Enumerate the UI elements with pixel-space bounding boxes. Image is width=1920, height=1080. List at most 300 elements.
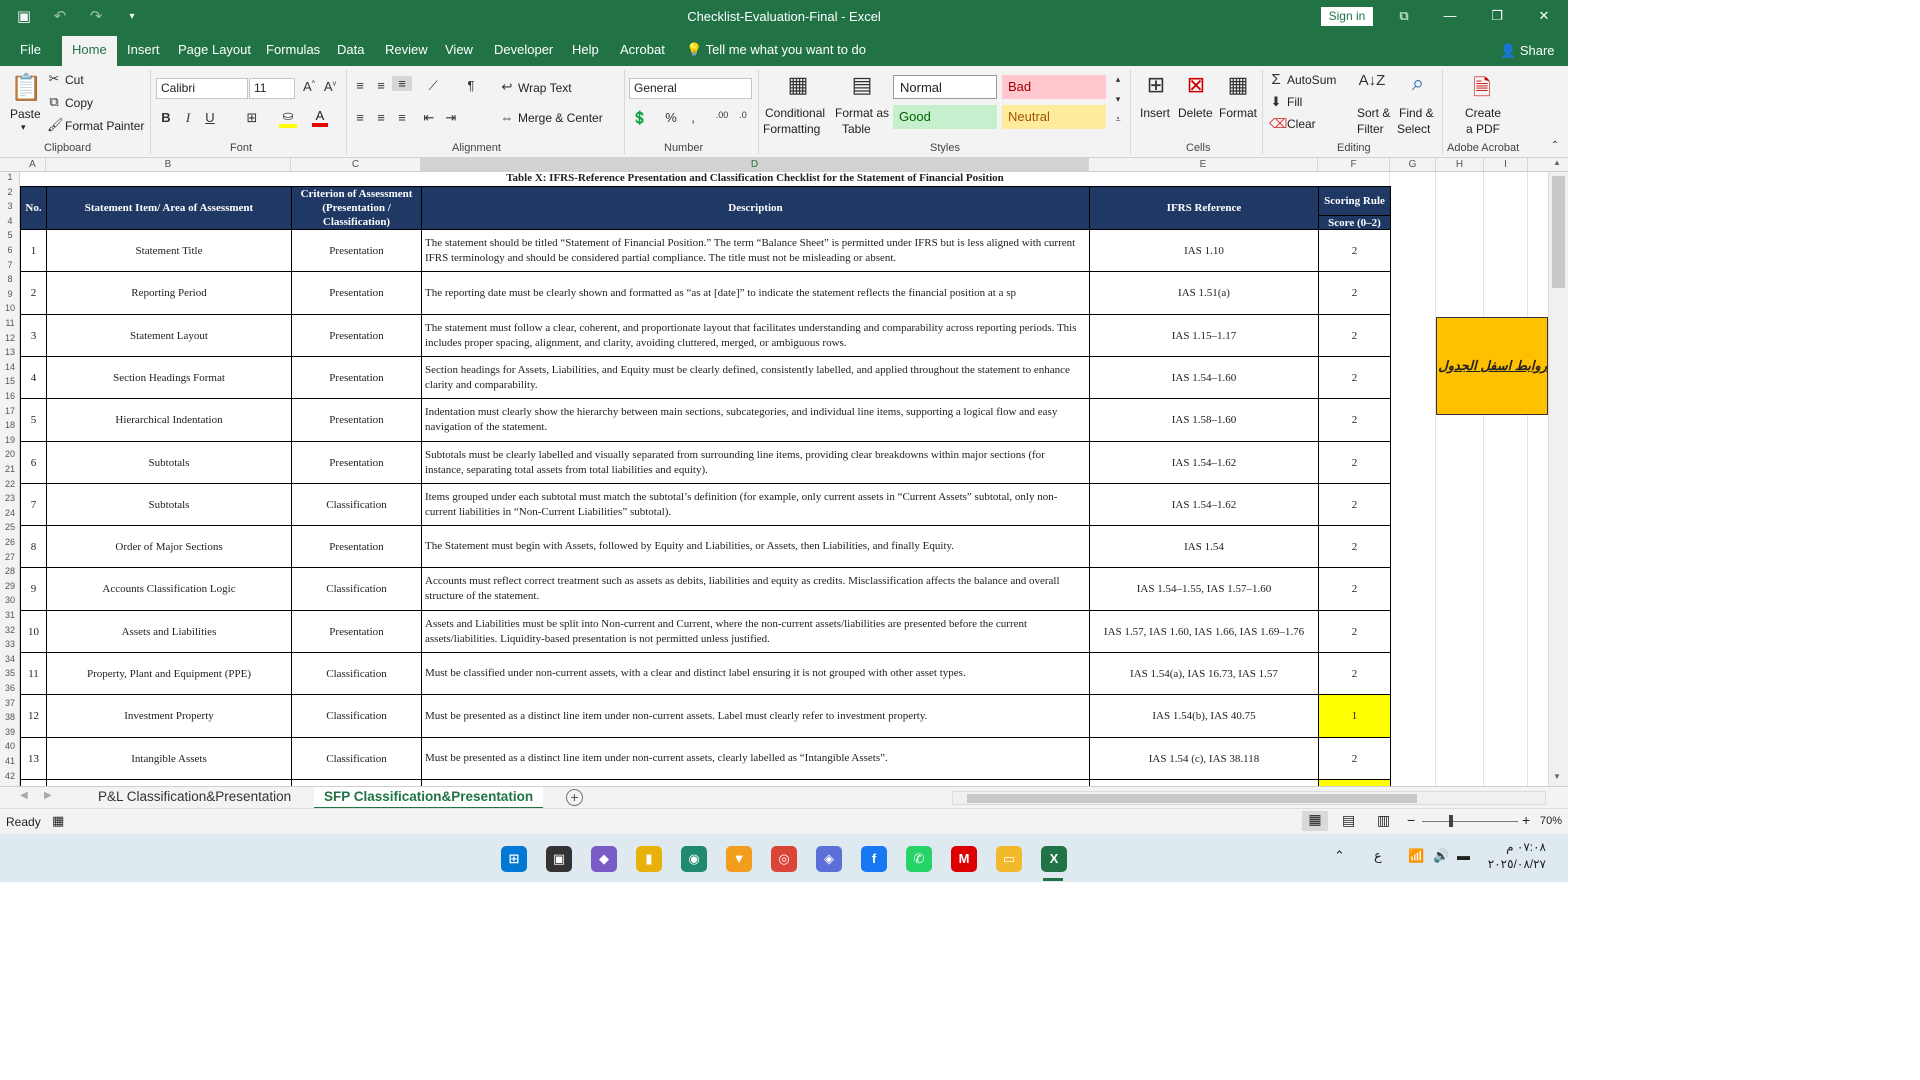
- paste-icon[interactable]: 📋: [10, 72, 43, 102]
- row-header[interactable]: 7: [7, 259, 13, 270]
- cell-no[interactable]: 12: [20, 694, 47, 738]
- tab-acrobat[interactable]: Acrobat: [620, 42, 665, 57]
- windows-taskbar: [0, 834, 1568, 882]
- header-criterion: Criterion of Assessment (Presentation / Classification): [291, 186, 422, 230]
- cell-score[interactable]: 2: [1318, 610, 1391, 653]
- cell-criterion[interactable]: Presentation: [291, 525, 422, 568]
- style-normal[interactable]: Normal: [893, 75, 997, 99]
- cell-score[interactable]: 2: [1318, 737, 1391, 780]
- cell-score[interactable]: [1318, 779, 1391, 786]
- cell-item[interactable]: Property, Plant and Equipment (PPE): [46, 652, 292, 695]
- cell-ifrs[interactable]: IAS 1.54 (c), IAS 38.118: [1089, 737, 1319, 780]
- cell-criterion[interactable]: Presentation: [291, 441, 422, 484]
- font-size-select[interactable]: 11: [249, 78, 295, 99]
- increase-indent-icon[interactable]: ⇥: [445, 110, 457, 125]
- cell-item[interactable]: Subtotals: [46, 441, 292, 484]
- cell-ifrs[interactable]: IAS 1.10: [1089, 229, 1319, 272]
- row-header[interactable]: 26: [4, 537, 15, 547]
- find-label[interactable]: Find &: [1399, 106, 1434, 120]
- insert-cells-icon: ⊞: [1146, 72, 1166, 97]
- row-header[interactable]: 10: [4, 303, 15, 314]
- cell-criterion[interactable]: Presentation: [291, 229, 422, 272]
- cell-criterion[interactable]: Classification: [291, 483, 422, 526]
- number-format-select[interactable]: General: [629, 78, 752, 99]
- table-label[interactable]: Table: [842, 122, 871, 136]
- gridline: [1483, 172, 1484, 786]
- collapse-ribbon-icon[interactable]: ⌃: [1550, 140, 1560, 151]
- format-as-table-icon: ▤: [851, 72, 873, 97]
- style-neutral[interactable]: Neutral: [1002, 105, 1106, 129]
- column-header[interactable]: I: [1484, 158, 1528, 172]
- cell-no[interactable]: 3: [20, 314, 47, 357]
- zoom-slider-thumb[interactable]: [1449, 815, 1453, 827]
- cut-button[interactable]: Cut: [65, 73, 84, 87]
- row-header[interactable]: 28: [4, 566, 15, 577]
- undo-icon[interactable]: ↶: [53, 8, 67, 25]
- copy-icon: ⧉: [49, 94, 59, 109]
- cell-score[interactable]: 2: [1318, 398, 1391, 442]
- horizontal-scrollbar[interactable]: [952, 791, 1546, 805]
- window-title: Checklist-Evaluation-Final - Excel: [687, 9, 881, 24]
- mcafee-icon[interactable]: M: [951, 846, 977, 872]
- create-pdf-icon: 🗎: [1473, 75, 1491, 100]
- decrease-indent-icon[interactable]: ⇤: [423, 110, 435, 125]
- cell-description[interactable]: Accounts must reflect correct treatment such as assets as debits, liabilities and equity as credits. Misclassification affects the balance and overall structure of the statement.: [421, 567, 1090, 611]
- row-header[interactable]: 35: [4, 668, 15, 679]
- cell-score[interactable]: 2: [1318, 314, 1391, 357]
- delete-cells-icon: ⊠: [1186, 72, 1206, 97]
- formatting-label[interactable]: Formatting: [763, 122, 821, 136]
- insert-cells-button[interactable]: Insert: [1140, 106, 1171, 120]
- scissors-icon: ✂: [48, 71, 60, 86]
- conditional-label[interactable]: Conditional: [765, 106, 826, 120]
- cell-no[interactable]: 11: [20, 652, 47, 695]
- row-header[interactable]: 2: [7, 186, 13, 197]
- cell-description[interactable]: Must be presented as a distinct line item under non-current assets. Label must clearly refer to investment property.: [421, 694, 1090, 738]
- style-good[interactable]: Good: [893, 105, 997, 129]
- row-header[interactable]: 3: [7, 201, 13, 212]
- header-item: Statement Item/ Area of Assessment: [46, 186, 292, 230]
- cell-item[interactable]: Subtotals: [46, 483, 292, 526]
- chrome-icon[interactable]: ◎: [771, 846, 797, 872]
- row-header[interactable]: 27: [4, 551, 15, 562]
- wifi-icon[interactable]: 📶: [1408, 848, 1425, 863]
- percent-icon[interactable]: %: [665, 110, 677, 125]
- cell-no[interactable]: [20, 779, 47, 786]
- align-bottom-icon[interactable]: ≡: [392, 76, 412, 91]
- minimize-icon[interactable]: —: [1443, 8, 1457, 23]
- column-header[interactable]: D: [421, 158, 1089, 172]
- group-divider: [1442, 70, 1443, 154]
- row-header[interactable]: 41: [4, 756, 15, 766]
- row-header[interactable]: 25: [4, 522, 15, 533]
- excel-icon[interactable]: X: [1041, 846, 1067, 872]
- tab-data[interactable]: Data: [337, 42, 365, 57]
- row-header[interactable]: 5: [7, 230, 13, 241]
- app-icon[interactable]: ◈: [816, 846, 842, 872]
- scrollbar-thumb[interactable]: [967, 794, 1417, 803]
- clipboard-group-label: Clipboard: [44, 142, 92, 154]
- file-explorer-icon[interactable]: ▭: [996, 846, 1022, 872]
- fill-button[interactable]: Fill: [1287, 95, 1303, 109]
- wrap-text-button[interactable]: Wrap Text: [518, 81, 572, 95]
- cell-no[interactable]: 13: [20, 737, 47, 780]
- conditional-formatting-icon: ▦: [787, 72, 809, 97]
- cell-score[interactable]: 2: [1318, 356, 1391, 399]
- cell-criterion[interactable]: Classification: [291, 694, 422, 738]
- borders-icon[interactable]: ⊞: [246, 110, 258, 125]
- cell-item[interactable]: Hierarchical Indentation: [46, 398, 292, 442]
- copy-button[interactable]: Copy: [65, 96, 94, 110]
- input-language[interactable]: ع: [1374, 848, 1382, 863]
- tab-formulas[interactable]: Formulas: [266, 42, 321, 57]
- cell-item[interactable]: Statement Layout: [46, 314, 292, 357]
- underline-icon[interactable]: U: [205, 110, 215, 125]
- cell-criterion[interactable]: Presentation: [291, 610, 422, 653]
- italic-icon[interactable]: I: [185, 110, 191, 125]
- cell-ifrs[interactable]: [1089, 779, 1319, 786]
- alignment-group-label: Alignment: [452, 142, 501, 154]
- sort-filter-icon: A↓Z: [1358, 72, 1386, 89]
- header-score: Score (0–2): [1318, 215, 1391, 230]
- cell-no[interactable]: 8: [20, 525, 47, 568]
- cell-criterion[interactable]: Presentation: [291, 271, 422, 315]
- header-description: Description: [421, 186, 1090, 230]
- font-group-label: Font: [230, 142, 253, 154]
- page-layout-view-icon[interactable]: ▤: [1342, 812, 1356, 828]
- autosum-button[interactable]: AutoSum: [1287, 73, 1337, 87]
- column-header[interactable]: F: [1318, 158, 1390, 172]
- cell-ifrs[interactable]: IAS 1.54: [1089, 525, 1319, 568]
- facebook-icon[interactable]: f: [861, 846, 887, 872]
- header-ifrs: IFRS Reference: [1089, 186, 1319, 230]
- vertical-scrollbar[interactable]: [1548, 158, 1568, 786]
- eraser-icon: ⌫: [1269, 116, 1288, 131]
- tray-chevron-icon[interactable]: ⌃: [1334, 848, 1345, 863]
- format-painter-icon: 🖌: [47, 117, 64, 132]
- row-header[interactable]: 40: [4, 741, 15, 752]
- tab-help[interactable]: Help: [572, 42, 599, 57]
- tab-developer[interactable]: Developer: [494, 42, 554, 57]
- cell-ifrs[interactable]: IAS 1.15–1.17: [1089, 314, 1319, 357]
- cell-item[interactable]: Assets and Liabilities: [46, 610, 292, 653]
- cell-ifrs[interactable]: IAS 1.54–1.62: [1089, 441, 1319, 484]
- row-header[interactable]: 17: [4, 405, 15, 416]
- group-divider: [346, 70, 347, 154]
- paste-button[interactable]: Paste: [10, 107, 41, 121]
- tab-file[interactable]: File: [20, 42, 41, 57]
- save-icon[interactable]: ▣: [16, 8, 32, 25]
- align-left-icon[interactable]: ≡: [356, 110, 364, 125]
- cell-item[interactable]: Intangible Assets: [46, 737, 292, 780]
- increase-decimal-icon[interactable]: .00: [715, 110, 729, 120]
- row-header[interactable]: 14: [4, 361, 15, 372]
- cell-ifrs[interactable]: IAS 1.54–1.55, IAS 1.57–1.60: [1089, 567, 1319, 611]
- cell-item[interactable]: Section Headings Format: [46, 356, 292, 399]
- tab-insert[interactable]: Insert: [127, 42, 160, 57]
- grow-font-icon[interactable]: A^: [303, 79, 315, 94]
- cell-description[interactable]: Subtotals must be clearly labelled and visually separated from surrounding line items, providing clear breakdowns within major sections (for instance, separating total assets from total liabilities and equity).: [421, 441, 1090, 484]
- cell-score[interactable]: 2: [1318, 525, 1391, 568]
- cell-ifrs[interactable]: IAS 1.54(a), IAS 16.73, IAS 1.57: [1089, 652, 1319, 695]
- row-header[interactable]: 33: [4, 639, 15, 650]
- zoom-in-icon[interactable]: +: [1522, 812, 1531, 828]
- cell-no[interactable]: 2: [20, 271, 47, 315]
- chart-app-icon[interactable]: ▮: [636, 846, 662, 872]
- row-header[interactable]: 39: [4, 726, 15, 737]
- accounting-format-icon[interactable]: 💲: [631, 110, 649, 125]
- cell-description[interactable]: The statement must follow a clear, coherent, and proportionate layout that facilitates understanding and comparability across reporting periods. This includes proper spacing, alignment, and clarity, avoiding cluttered, merged, or ambiguous rows.: [421, 314, 1090, 357]
- align-middle-icon[interactable]: ≡: [377, 78, 385, 93]
- cell-description[interactable]: The Statement must begin with Assets, followed by Equity and Liabilities, or Assets, then Liabilities, and finally Equity.: [421, 525, 1090, 568]
- tab-page-layout[interactable]: Page Layout: [178, 42, 252, 57]
- cell-item[interactable]: Statement Title: [46, 229, 292, 272]
- row-header[interactable]: 11: [5, 318, 15, 328]
- align-top-icon[interactable]: ≡: [356, 78, 364, 93]
- row-header[interactable]: 24: [4, 507, 15, 518]
- edge-icon[interactable]: ◉: [681, 846, 707, 872]
- row-header[interactable]: 6: [7, 245, 13, 255]
- volume-icon[interactable]: 🔊: [1433, 848, 1450, 863]
- clock-time[interactable]: ٠٧:٠٨ م: [1506, 840, 1546, 854]
- gridline: [1435, 172, 1436, 786]
- cell-description[interactable]: Section headings for Assets, Liabilities, and Equity must be clearly defined, consistently labelled, and applied throughout the statement to enhance clarity and comparability.: [421, 356, 1090, 399]
- cell-item[interactable]: Accounts Classification Logic: [46, 567, 292, 611]
- select-label[interactable]: Select: [1397, 122, 1431, 136]
- align-right-icon[interactable]: ≡: [398, 110, 406, 125]
- next-sheet-icon[interactable]: ▶: [44, 790, 52, 801]
- row-header[interactable]: 15: [4, 376, 15, 387]
- cells-group-label: Cells: [1186, 142, 1211, 154]
- cell-item[interactable]: Order of Major Sections: [46, 525, 292, 568]
- row-header[interactable]: 22: [4, 478, 15, 489]
- brave-icon[interactable]: ▼: [726, 846, 752, 872]
- status-bar: [0, 808, 1568, 834]
- row-header[interactable]: 37: [4, 697, 15, 708]
- font-color-icon[interactable]: A: [312, 108, 328, 127]
- cell-no[interactable]: 4: [20, 356, 47, 399]
- lightbulb-icon: 💡: [686, 42, 703, 57]
- clock-date[interactable]: ٢٠٢٥/٠٨/٢٧: [1487, 857, 1546, 871]
- cell-ifrs[interactable]: IAS 1.54–1.60: [1089, 356, 1319, 399]
- cell-score[interactable]: 2: [1318, 441, 1391, 484]
- scrollbar-thumb[interactable]: [1552, 176, 1565, 288]
- cell-score[interactable]: 2: [1318, 271, 1391, 315]
- row-header[interactable]: 1: [7, 172, 13, 182]
- ribbon: [0, 66, 1568, 158]
- cell-score[interactable]: 2: [1318, 567, 1391, 611]
- cell-description[interactable]: Indentation must clearly show the hierarchy between main sections, subcategories, and individual line items, supporting a logical flow and easy navigation of the statement.: [421, 398, 1090, 442]
- column-header[interactable]: C: [291, 158, 421, 172]
- cell-score[interactable]: 2: [1318, 229, 1391, 272]
- cell-criterion[interactable]: Presentation: [291, 398, 422, 442]
- format-cells-button[interactable]: Format: [1219, 106, 1258, 120]
- column-header[interactable]: B: [46, 158, 291, 172]
- prev-sheet-icon[interactable]: ◀: [20, 790, 28, 801]
- cell-score[interactable]: 2: [1318, 652, 1391, 695]
- add-sheet-icon[interactable]: +: [566, 789, 583, 806]
- normal-view-icon[interactable]: ▦: [1302, 811, 1328, 831]
- cell-ifrs[interactable]: IAS 1.51(a): [1089, 271, 1319, 315]
- row-header[interactable]: 9: [7, 288, 13, 299]
- row-headers: [0, 172, 20, 786]
- sheet-tabs-bar: [0, 786, 1568, 808]
- row-header[interactable]: 4: [7, 215, 13, 226]
- find-select-icon: ⌕: [1411, 70, 1425, 95]
- cell-description[interactable]: [421, 779, 1090, 786]
- format-as-label[interactable]: Format as: [835, 106, 890, 120]
- cell-ifrs[interactable]: IAS 1.57, IAS 1.60, IAS 1.66, IAS 1.69–1.76: [1089, 610, 1319, 653]
- scroll-down-icon[interactable]: ▼: [1553, 772, 1561, 781]
- filter-label[interactable]: Filter: [1357, 122, 1384, 136]
- row-header[interactable]: 20: [4, 449, 15, 460]
- row-header[interactable]: 32: [4, 624, 15, 635]
- row-header[interactable]: 19: [4, 434, 15, 445]
- column-header[interactable]: A: [20, 158, 46, 172]
- sheet-tab-sfp[interactable]: SFP Classification&Presentation: [314, 787, 543, 809]
- cell-no[interactable]: 7: [20, 483, 47, 526]
- cell-no[interactable]: 10: [20, 610, 47, 653]
- fill-color-icon[interactable]: ⛀: [279, 108, 297, 128]
- cell-no[interactable]: 9: [20, 567, 47, 611]
- cell-item[interactable]: [46, 779, 292, 786]
- cell-description[interactable]: Must be presented as a distinct line item under non-current assets, clearly labelled as “Intangible Assets”.: [421, 737, 1090, 780]
- start-icon[interactable]: ⊞: [501, 846, 527, 872]
- macro-record-icon[interactable]: ▦: [52, 813, 65, 828]
- cell-criterion[interactable]: Classification: [291, 567, 422, 611]
- page-break-view-icon[interactable]: ▥: [1377, 812, 1391, 828]
- row-header[interactable]: 18: [4, 420, 15, 431]
- cell-ifrs[interactable]: IAS 1.54–1.62: [1089, 483, 1319, 526]
- format-painter-button[interactable]: Format Painter: [65, 119, 145, 133]
- row-header[interactable]: 30: [4, 595, 15, 606]
- cell-score[interactable]: 1: [1318, 694, 1391, 738]
- paragraph-direction-icon[interactable]: ¶: [467, 78, 475, 93]
- style-bad[interactable]: Bad: [1002, 75, 1106, 99]
- share-button[interactable]: [1500, 43, 1555, 59]
- column-header[interactable]: H: [1436, 158, 1484, 172]
- cell-criterion[interactable]: Presentation: [291, 356, 422, 399]
- paste-dropdown-icon[interactable]: ▾: [21, 122, 26, 132]
- row-header[interactable]: 38: [4, 712, 15, 723]
- ribbon-tabs: [0, 34, 1568, 66]
- column-header[interactable]: E: [1089, 158, 1318, 172]
- person-icon: 👤: [1500, 43, 1517, 58]
- cell-item[interactable]: Reporting Period: [46, 271, 292, 315]
- shrink-font-icon[interactable]: $A^v$: [323, 79, 337, 94]
- merge-center-button[interactable]: Merge & Center: [518, 111, 603, 125]
- cell-no[interactable]: 6: [20, 441, 47, 484]
- side-note[interactable]: روابط اسفل الجدول: [1436, 317, 1548, 415]
- cell-ifrs[interactable]: IAS 1.54(b), IAS 40.75: [1089, 694, 1319, 738]
- cell-description[interactable]: Assets and Liabilities must be split into Non-current and Current, where the non-current assets/liabilities are presented before the current assets/liabilities. Liquidity-based presentation is not permitted unless justified.: [421, 610, 1090, 653]
- row-header[interactable]: 16: [4, 391, 15, 401]
- row-header[interactable]: 23: [4, 493, 15, 504]
- row-header[interactable]: 34: [4, 653, 15, 664]
- cell-item[interactable]: Investment Property: [46, 694, 292, 738]
- cell-no[interactable]: 5: [20, 398, 47, 442]
- styles-scroll-down-icon[interactable]: ▾: [1115, 94, 1121, 104]
- autosum-icon: Σ: [1271, 71, 1281, 88]
- pdf-label[interactable]: a PDF: [1466, 122, 1501, 136]
- tab-view[interactable]: View: [445, 42, 473, 57]
- cell-description[interactable]: The reporting date must be clearly shown and formatted as “as at [date]” to indicate the statement reflects the financial position at a sp: [421, 271, 1090, 315]
- format-cells-icon: ▦: [1227, 72, 1249, 97]
- zoom-out-icon[interactable]: −: [1407, 812, 1416, 828]
- close-icon[interactable]: ✕: [1538, 8, 1550, 23]
- row-header[interactable]: 13: [4, 347, 15, 358]
- customize-qat-icon[interactable]: ▾: [129, 11, 135, 22]
- battery-icon[interactable]: ▬: [1457, 848, 1470, 863]
- restore-icon[interactable]: ❐: [1491, 8, 1503, 23]
- bold-icon[interactable]: B: [161, 110, 171, 125]
- row-header[interactable]: 36: [4, 683, 15, 693]
- row-header[interactable]: 12: [4, 332, 15, 343]
- create-label[interactable]: Create: [1465, 106, 1502, 120]
- cell-score[interactable]: 2: [1318, 483, 1391, 526]
- cell-description[interactable]: Items grouped under each subtotal must match the subtotal’s definition (for example, only current assets in “Current Assets” subtotal, only non-current liabilities in “Non-Current Liabilities” subtotal).: [421, 483, 1090, 526]
- cell-description[interactable]: Must be classified under non-current assets, with a clear and distinct label ensuring it is not grouped with other asset types.: [421, 652, 1090, 695]
- row-header[interactable]: 42: [4, 770, 15, 781]
- orientation-icon[interactable]: ⟋: [428, 78, 438, 93]
- styles-more-icon[interactable]: ⩡: [1115, 114, 1121, 124]
- decrease-decimal-icon[interactable]: .0: [739, 110, 747, 120]
- task-view-icon[interactable]: ▣: [546, 846, 572, 872]
- styles-scroll-up-icon[interactable]: ▴: [1115, 74, 1121, 84]
- whatsapp-icon[interactable]: ✆: [906, 846, 932, 872]
- tell-me-label: Tell me what you want to do: [705, 42, 866, 57]
- row-header[interactable]: 21: [4, 464, 15, 474]
- cell-description[interactable]: The statement should be titled “Statement of Financial Position.” The term “Balance Sheet” is permitted under IFRS but is less aligned with current IFRS terminology and should be considered partial compliance. The title must not be misleading or absent.: [421, 229, 1090, 272]
- cell-criterion[interactable]: Presentation: [291, 314, 422, 357]
- cell-criterion[interactable]: Classification: [291, 737, 422, 780]
- cell-no[interactable]: 1: [20, 229, 47, 272]
- cell-criterion[interactable]: Classification: [291, 652, 422, 695]
- clear-button[interactable]: Clear: [1287, 117, 1316, 131]
- sheet-tab-pl[interactable]: P&L Classification&Presentation: [98, 789, 292, 804]
- gridline: [1527, 172, 1528, 786]
- cell-criterion[interactable]: [291, 779, 422, 786]
- delete-cells-button[interactable]: Delete: [1178, 106, 1213, 120]
- ribbon-display-icon[interactable]: ⧉: [1399, 8, 1409, 23]
- row-header[interactable]: 31: [4, 610, 15, 620]
- font-name-select[interactable]: Calibri: [156, 78, 248, 99]
- row-header[interactable]: 29: [4, 580, 15, 591]
- group-divider: [624, 70, 625, 154]
- redo-icon[interactable]: ↷: [89, 8, 103, 25]
- sort-label[interactable]: Sort &: [1357, 106, 1391, 120]
- cell-ifrs[interactable]: IAS 1.58–1.60: [1089, 398, 1319, 442]
- row-header[interactable]: 8: [7, 274, 13, 285]
- share-label: Share: [1519, 43, 1555, 58]
- tell-me-search[interactable]: [686, 42, 866, 58]
- zoom-level[interactable]: 70%: [1540, 815, 1563, 827]
- zoom-slider[interactable]: [1422, 821, 1518, 822]
- align-center-icon[interactable]: ≡: [377, 110, 385, 125]
- tab-review[interactable]: Review: [385, 42, 428, 57]
- scroll-up-icon[interactable]: ▲: [1553, 158, 1561, 167]
- tab-home[interactable]: Home: [62, 36, 117, 66]
- column-header[interactable]: G: [1390, 158, 1436, 172]
- active-app-indicator: [1043, 878, 1063, 881]
- title-bar: [0, 0, 1568, 34]
- copilot-icon[interactable]: ◆: [591, 846, 617, 872]
- sign-in-button[interactable]: Sign in: [1321, 7, 1373, 26]
- comma-style-icon[interactable]: ,: [691, 110, 695, 125]
- worksheet[interactable]: [20, 172, 1548, 786]
- table-title: Table X: IFRS-Reference Presentation and Classification Checklist for the Statement of Financial Position: [506, 172, 1004, 184]
- status-ready: Ready: [6, 815, 41, 829]
